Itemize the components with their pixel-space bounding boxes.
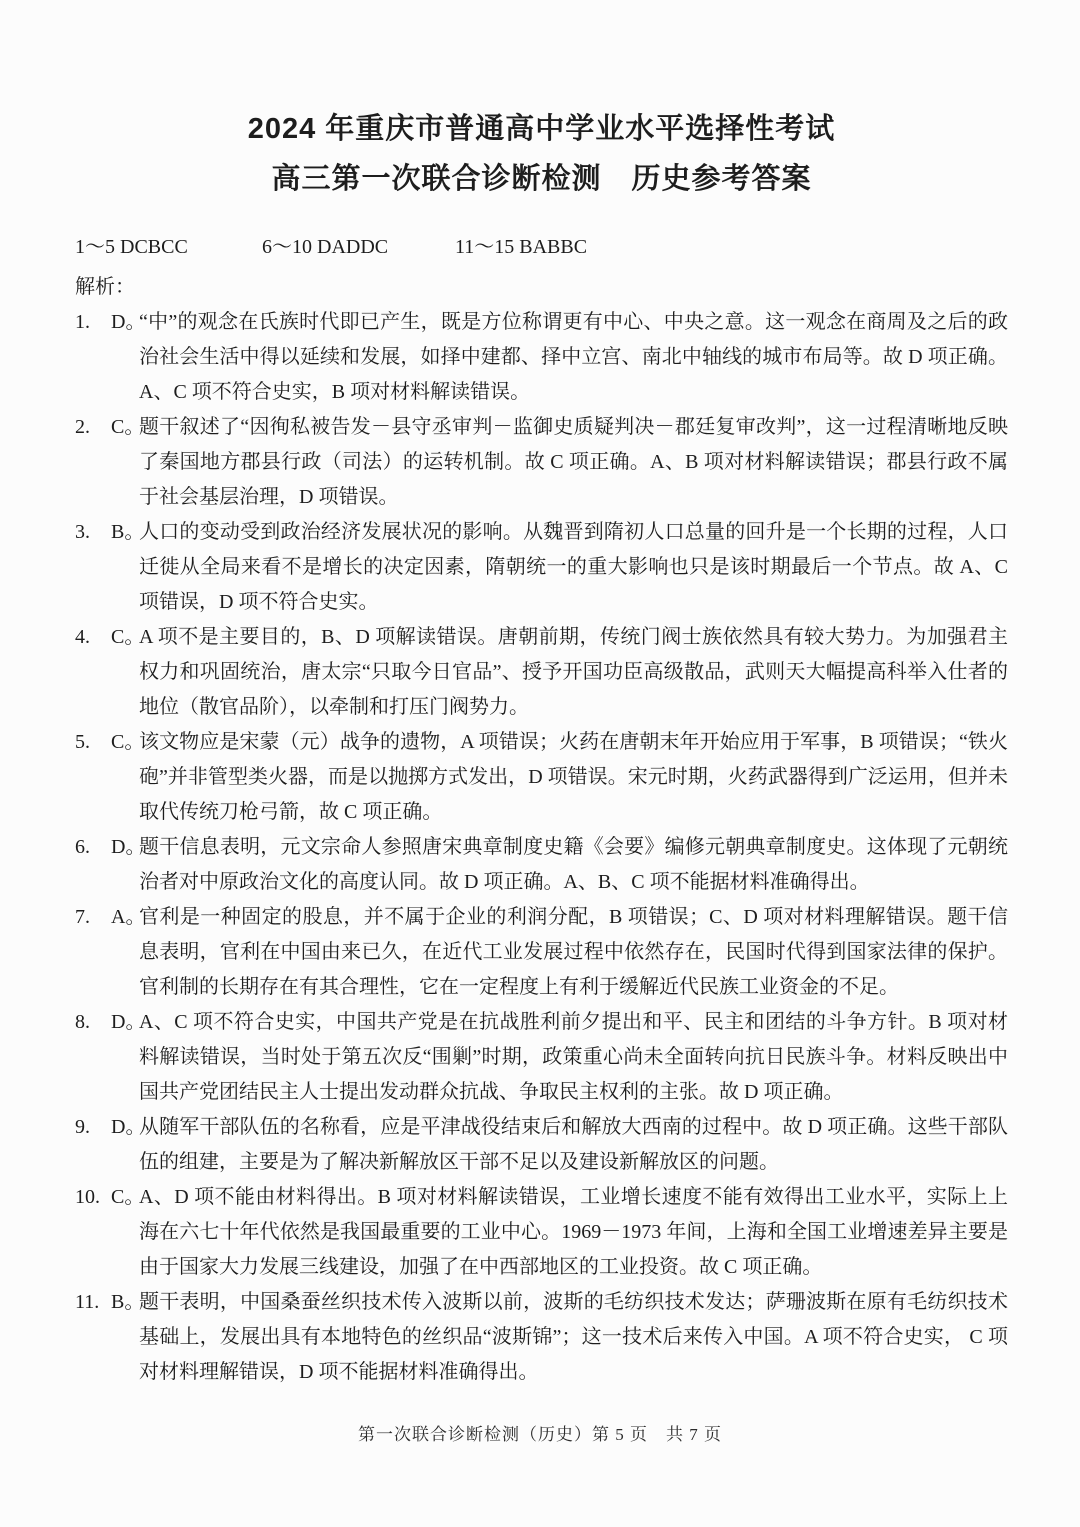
item-text: 题干叙述了“因徇私被告发－县守丞审判－监御史质疑判决－郡廷复审改判”，这一过程清晰地反映了秦国地方郡县行政（司法）的运转机制。故 C 项正确。A、B 项对材料解读错误；郡县行政不属于社会基层治理，D 项错误。 xyxy=(139,416,1008,508)
item-number: 5. xyxy=(75,731,90,753)
item-text: 官利是一种固定的股息，并不属于企业的利润分配，B 项错误；C、D 项对材料理解错误。题干信息表明，官利在中国由来已久，在近代工业发展过程中依然存在，民国时代得到国家法律的保护。官利制的长期存在有其合理性，它在一定程度上有利于缓解近代民族工业资金的不足。 xyxy=(139,906,1008,998)
item-text: “中”的观念在氏族时代即已产生，既是方位称谓更有中心、中央之意。这一观念在商周及之后的政治社会生活中得以延续和发展，如择中建都、择中立宫、南北中轴线的城市布局等。故 D 项正确。A、C 项不符合史实，B 项对材料解读错误。 xyxy=(139,311,1008,403)
explanation-item-8 xyxy=(75,1005,1008,1110)
item-number: 1. xyxy=(75,311,90,333)
item-answer: D。 xyxy=(111,1011,146,1033)
explanation-item-10 xyxy=(75,1180,1008,1285)
item-answer: C。 xyxy=(111,416,145,438)
explanation-item-11 xyxy=(75,1285,1008,1390)
explanation-item-1 xyxy=(75,305,1008,410)
item-answer: C。 xyxy=(111,1186,145,1208)
explanation-item-9 xyxy=(75,1110,1008,1180)
analysis-label: 解析： xyxy=(75,276,135,298)
document-title xyxy=(75,104,1008,204)
answer-key-row xyxy=(75,232,1008,262)
item-answer: C。 xyxy=(111,731,145,753)
answer-key-group-11-15: 11～15 BABBC xyxy=(455,236,588,258)
page-footer: 第一次联合诊断检测（历史）第 5 页 共 7 页 xyxy=(358,1425,722,1444)
explanation-list xyxy=(75,305,1008,1390)
item-answer: D。 xyxy=(111,1116,146,1138)
item-text: 题干表明，中国桑蚕丝织技术传入波斯以前，波斯的毛纺织技术发达；萨珊波斯在原有毛纺织技术基础上，发展出具有本地特色的丝织品“波斯锦”；这一技术后来传入中国。A 项不符合史实， C 项对材料理解错误，D 项不能据材料准确得出。 xyxy=(139,1291,1008,1383)
item-text: 题干信息表明，元文宗命人参照唐宋典章制度史籍《会要》编修元朝典章制度史。这体现了元朝统治者对中原政治文化的高度认同。故 D 项正确。A、B、C 项不能据材料准确得出。 xyxy=(139,836,1008,893)
item-text: 该文物应是宋蒙（元）战争的遗物，A 项错误；火药在唐朝末年开始应用于军事，B 项错误；“铁火砲”并非管型类火器，而是以抛掷方式发出，D 项错误。宋元时期，火药武器得到广泛运用，但并未取代传统刀枪弓箭，故 C 项正确。 xyxy=(139,731,1008,823)
item-text: A 项不是主要目的，B、D 项解读错误。唐朝前期，传统门阀士族依然具有较大势力。为加强君主权力和巩固统治，唐太宗“只取今日官品”、授予开国功臣高级散品，武则天大幅提高科举入仕者的地位（散官品阶），以牵制和打压门阀势力。 xyxy=(139,626,1008,718)
explanation-item-3 xyxy=(75,515,1008,620)
item-number: 9. xyxy=(75,1116,90,1138)
explanation-item-5 xyxy=(75,725,1008,830)
item-number: 11. xyxy=(75,1291,100,1313)
title-line-2: 高三第一次联合诊断检测 历史参考答案 xyxy=(271,163,812,195)
title-line-1: 2024 年重庆市普通高中学业水平选择性考试 xyxy=(247,113,836,145)
item-number: 2. xyxy=(75,416,90,438)
item-text: A、C 项不符合史实，中国共产党是在抗战胜利前夕提出和平、民主和团结的斗争方针。B 项对材料解读错误，当时处于第五次反“围剿”时期，政策重心尚未全面转向抗日民族斗争。材料反映出中国共产党团结民主人士提出发动群众抗战、争取民主权利的主张。故 D 项正确。 xyxy=(139,1011,1008,1103)
item-number: 4. xyxy=(75,626,90,648)
item-text: A、D 项不能由材料得出。B 项对材料解读错误，工业增长速度不能有效得出工业水平，实际上上海在六七十年代依然是我国最重要的工业中心。1969－1973 年间，上海和全国工业增速差异主要是由于国家大力发展三线建设，加强了在中西部地区的工业投资。故 C 项正确。 xyxy=(139,1186,1008,1278)
item-text: 从随军干部队伍的名称看，应是平津战役结束后和解放大西南的过程中。故 D 项正确。这些干部队伍的组建，主要是为了解决新解放区干部不足以及建设新解放区的问题。 xyxy=(139,1116,1008,1173)
item-number: 7. xyxy=(75,906,90,928)
explanation-item-7 xyxy=(75,900,1008,1005)
item-text: 人口的变动受到政治经济发展状况的影响。从魏晋到隋初人口总量的回升是一个长期的过程，人口迁徙从全局来看不是增长的决定因素，隋朝统一的重大影响也只是该时期最后一个节点。故 A、C 项错误，D 项不符合史实。 xyxy=(139,521,1008,613)
item-answer: A。 xyxy=(111,906,146,928)
item-answer: B。 xyxy=(111,521,145,543)
item-answer: C。 xyxy=(111,626,145,648)
explanation-item-6 xyxy=(75,830,1008,900)
explanation-item-2 xyxy=(75,410,1008,515)
answer-key-group-6-10: 6～10 DADDC xyxy=(262,236,389,258)
item-number: 3. xyxy=(75,521,90,543)
item-number: 8. xyxy=(75,1011,90,1033)
item-number: 10. xyxy=(75,1186,100,1208)
item-answer: D。 xyxy=(111,836,146,858)
answer-key-group-1-5: 1～5 DCBCC xyxy=(75,236,188,258)
item-answer: D。 xyxy=(111,311,146,333)
item-number: 6. xyxy=(75,836,90,858)
explanation-item-4 xyxy=(75,620,1008,725)
item-answer: B。 xyxy=(111,1291,145,1313)
